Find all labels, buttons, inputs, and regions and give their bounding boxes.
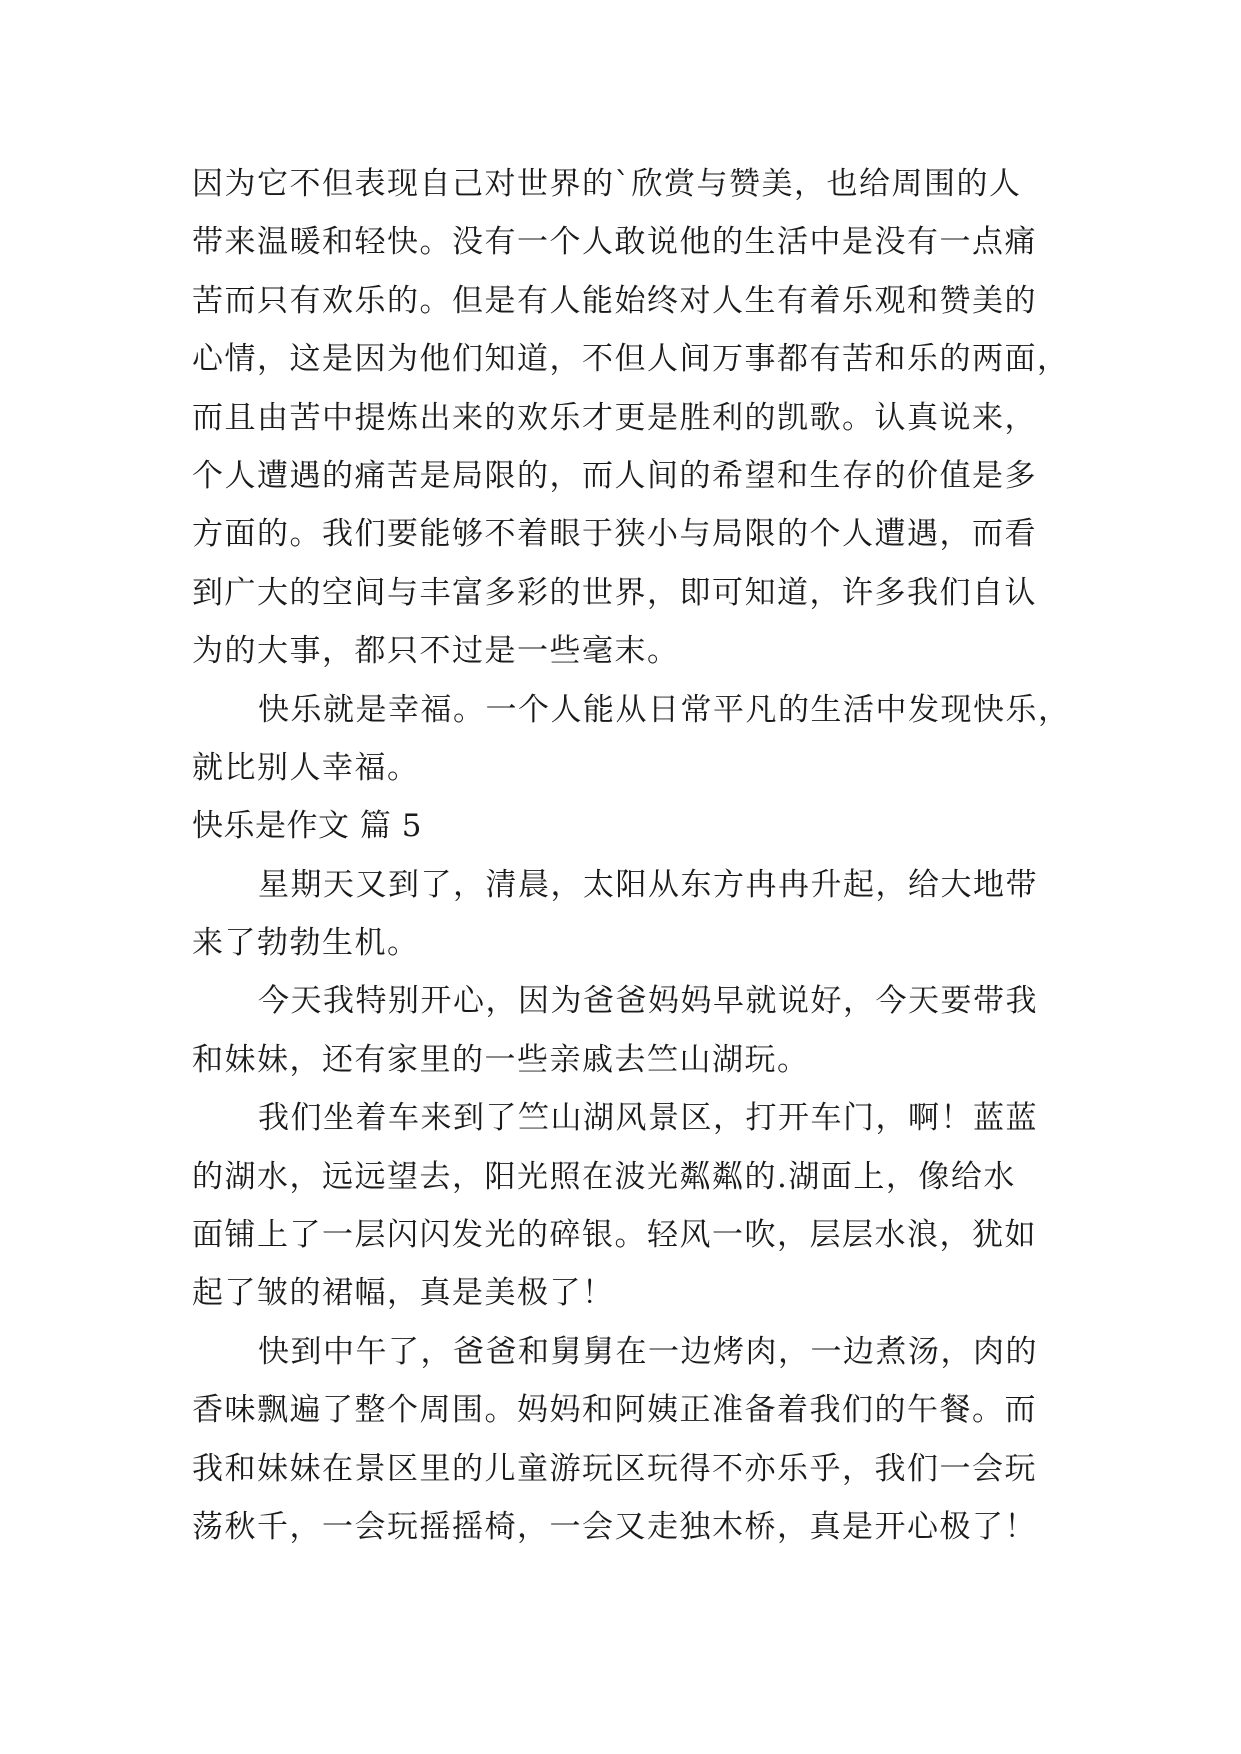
- text-line: 荡秋千，一会玩摇摇椅，一会又走独木桥，真是开心极了！: [192, 1508, 1037, 1545]
- text-line: 因为它不但表现自己对世界的`欣赏与赞美，也给周围的人: [192, 166, 1022, 202]
- text-line: 面铺上了一层闪闪发光的碎银。轻风一吹，层层水浪，犹如: [192, 1217, 1037, 1254]
- text-line: 就比别人幸福。: [192, 749, 420, 786]
- text-line: 星期天又到了，清晨，太阳从东方冉冉升起，给大地带: [258, 866, 1038, 903]
- text-line: 起了皱的裙幅，真是美极了！: [192, 1275, 615, 1312]
- text-line: 方面的。我们要能够不着眼于狭小与局限的个人遭遇，而看: [192, 516, 1037, 553]
- paragraph-3: [192, 856, 1072, 973]
- text-line: 苦而只有欢乐的。但是有人能始终对人生有着乐观和赞美的: [192, 282, 1037, 319]
- text-line: 心情，这是因为他们知道，不但人间万事都有苦和乐的两面，: [192, 341, 1070, 378]
- text-line: 今天我特别开心，因为爸爸妈妈早就说好，今天要带我: [258, 983, 1038, 1020]
- paragraph-6: [192, 1323, 1072, 1557]
- text-line: 来了勃勃生机。: [192, 925, 420, 962]
- text-line: 到广大的空间与丰富多彩的世界，即可知道，许多我们自认: [192, 574, 1037, 611]
- text-line: 为的大事，都只不过是一些毫末。: [192, 633, 680, 670]
- text-line: 快乐就是幸福。一个人能从日常平凡的生活中发现快乐，: [258, 691, 1071, 728]
- text-line: 我们坐着车来到了竺山湖风景区，打开车门，啊！蓝蓝: [258, 1100, 1038, 1137]
- text-line: 和妹妹，还有家里的一些亲戚去竺山湖玩。: [192, 1041, 810, 1078]
- document-body: [192, 155, 1072, 1556]
- text-line: 快到中午了，爸爸和舅舅在一边烤肉，一边煮汤，肉的: [258, 1333, 1038, 1370]
- section-heading: 快乐是作文 篇 5: [192, 808, 422, 845]
- text-line: 个人遭遇的痛苦是局限的，而人间的希望和生存的价值是多: [192, 457, 1037, 494]
- text-line: 的湖水，远远望去，阳光照在波光粼粼的.湖面上，像给水: [192, 1158, 1016, 1195]
- text-line: 我和妹妹在景区里的儿童游玩区玩得不亦乐乎，我们一会玩: [192, 1450, 1037, 1487]
- paragraph-1: [192, 155, 1072, 681]
- text-line: 而且由苦中提炼出来的欢乐才更是胜利的凯歌。认真说来，: [192, 399, 1037, 436]
- paragraph-5: [192, 1089, 1072, 1323]
- text-line: 带来温暖和轻快。没有一个人敢说他的生活中是没有一点痛: [192, 224, 1037, 261]
- paragraph-2: [192, 681, 1072, 798]
- paragraph-4: [192, 972, 1072, 1089]
- text-line: 香味飘遍了整个周围。妈妈和阿姨正准备着我们的午餐。而: [192, 1392, 1037, 1429]
